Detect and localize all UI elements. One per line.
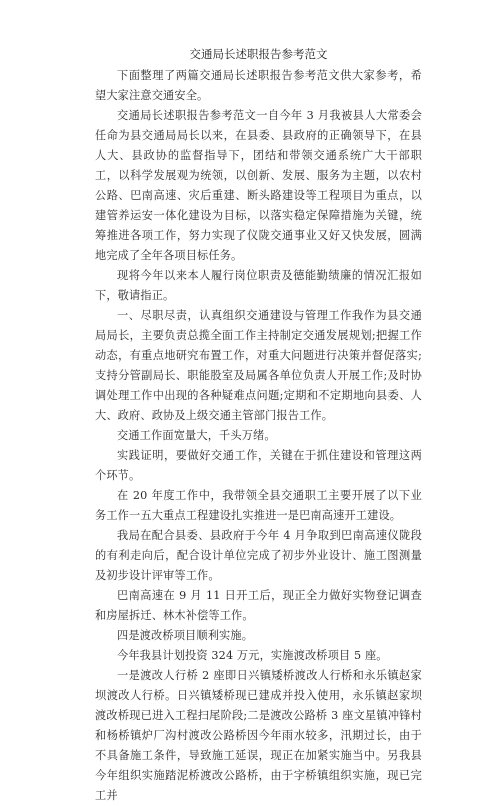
paragraph-section-one: 一、尽职尽责，认真组织交通建设与管理工作我作为县交通局局长，主要负责总揽全面工作主持制定交通发展规划;把握工作动态，有重点地研究布置工作，对重大问题进行决策并督促落实;支持分管副局长、职能股室及局属各单位负责人开展工作;及时协调处理工作中出现的各种疑难点问题;定期和不定期地向县委、人大、政府、政协及上级交通主管部门报告工作。 xyxy=(95,309,422,422)
paragraph-investment: 今年我县计划投资 324 万元，实施渡改桥项目 5 座。 xyxy=(117,649,388,662)
paragraph-intro: 下面整理了两篇交通局长述职报告参考范文供大家参考，希望大家注意交通安全。 xyxy=(95,69,422,102)
document-title: 交通局长述职报告参考范文 xyxy=(189,47,328,61)
paragraph-report-intro: 现将今年以来本人履行岗位职责及德能勤绩廉的情况汇报如下，敬请指正。 xyxy=(95,269,422,302)
paragraph-bridge-details: 一是渡改人行桥 2 座即日兴镇矮桥渡改人行桥和永乐镇赵家坝渡改人行桥。日兴镇矮桥现已建成并投入使用，永乐镇赵家坝渡改桥现已进入工程扫尾阶段;二是渡改公路桥 3 座文星镇冲锋村和杨桥镇炉厂沟村渡改公路桥因今年雨水较多，汛期过长，由于不具备施工条件，导致施工延误，现正在加紧实施当中。另我县今年组织实施踏泥桥渡改公路桥，由于字桥镇组织实施，现已完工并 xyxy=(95,669,422,802)
paragraph-annual-work: 在 20 年度工作中，我带领全县交通职工主要开展了以下业务工作一五大重点工程建设扎实推进一是巴南高速开工建设。 xyxy=(95,489,422,522)
paragraph-opening: 交通局长述职报告参考范文一自今年 3 月我被县人大常委会任命为县交通局局长以来，在县委、县政府的正确领导下，在县人大、县政协的监督指导下，团结和带领交通系统广大干部职工，以科学发展观为统领，以创新、发展、服务为主题，以农村公路、巴南高速、灾后重建、断头路建设等工程项目为重点，以建管养运安一体化建设为目标，以落实稳定保障措施为关键，统筹推进各项工作，努力实现了仪陇交通事业又好又快发展，圆满地完成了全年各项目标任务。 xyxy=(95,109,422,262)
paragraph-highway-design: 我局在配合县委、县政府于今年 4 月争取到巴南高速仪陇段的有利走向后，配合设计单位完成了初步外业设计、施工图测量及初步设计评审等工作。 xyxy=(95,529,422,582)
paragraph-workload: 交通工作面宽量大，千头万绪。 xyxy=(117,429,276,442)
paragraph-practice: 实践证明，要做好交通工作，关键在于抓住建设和管理这两个环节。 xyxy=(95,449,422,482)
paragraph-ferry-bridge: 四是渡改桥项目顺利实施。 xyxy=(117,629,254,642)
paragraph-highway-start: 巴南高速在 9 月 11 日开工后，现正全力做好实物登记调查和房屋拆迁、林木补偿等工作。 xyxy=(95,589,422,622)
